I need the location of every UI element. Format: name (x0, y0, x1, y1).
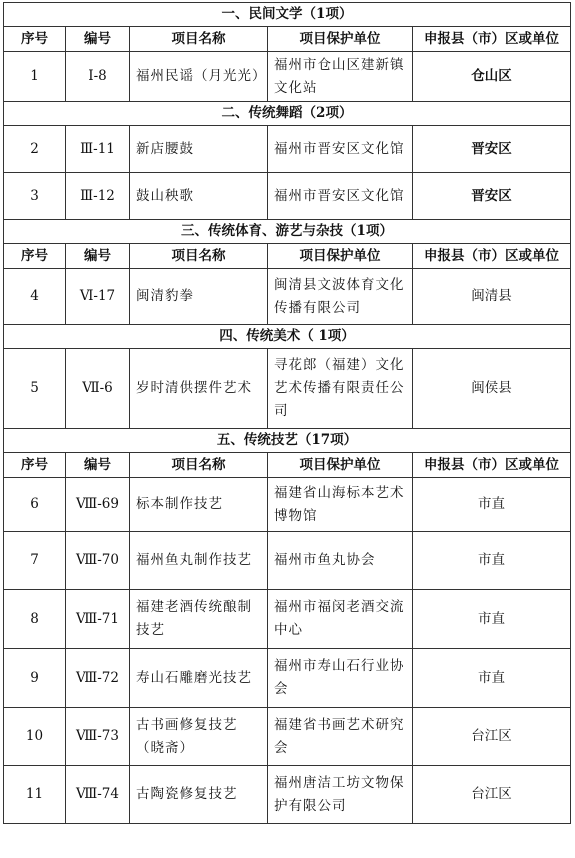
section-title-row (4, 325, 571, 349)
row-number: 10 (4, 708, 66, 766)
item-code: Ⅷ-71 (66, 590, 130, 649)
section-title-row (4, 220, 571, 244)
item-name: 标本制作技艺 (130, 478, 268, 532)
table-row (4, 590, 571, 649)
row-number: 3 (4, 173, 66, 220)
item-name: 福建老酒传统酿制技艺 (130, 590, 268, 649)
section-title: 五、传统技艺（17项） (4, 429, 571, 453)
protection-unit: 福建省书画艺术研究会 (268, 708, 413, 766)
protection-unit: 闽清县文波体育文化传播有限公司 (268, 269, 413, 325)
county-unit: 市直 (413, 649, 571, 708)
table-row (4, 52, 571, 102)
county-unit: 市直 (413, 478, 571, 532)
table-row (4, 478, 571, 532)
county-unit: 晋安区 (413, 126, 571, 173)
item-code: Ⅷ-72 (66, 649, 130, 708)
row-number: 4 (4, 269, 66, 325)
table-row (4, 708, 571, 766)
protection-unit: 福州市寿山石行业协会 (268, 649, 413, 708)
column-header: 项目保护单位 (268, 27, 413, 52)
column-header: 申报县（市）区或单位 (413, 27, 571, 52)
row-number: 6 (4, 478, 66, 532)
county-unit: 闽清县 (413, 269, 571, 325)
row-number: 11 (4, 766, 66, 824)
column-header: 编号 (66, 453, 130, 478)
item-code: Ⅲ-12 (66, 173, 130, 220)
item-code: Ⅷ-70 (66, 532, 130, 590)
table-row (4, 532, 571, 590)
table-row (4, 173, 571, 220)
table-body (4, 3, 571, 824)
row-number: 8 (4, 590, 66, 649)
county-unit: 晋安区 (413, 173, 571, 220)
column-header: 项目名称 (130, 244, 268, 269)
item-name: 闽清豹拳 (130, 269, 268, 325)
county-unit: 闽侯县 (413, 349, 571, 429)
item-code: Ⅵ-17 (66, 269, 130, 325)
column-header-row (4, 244, 571, 269)
item-name: 鼓山秧歌 (130, 173, 268, 220)
table-row (4, 349, 571, 429)
row-number: 9 (4, 649, 66, 708)
county-unit: 仓山区 (413, 52, 571, 102)
item-code: Ⅷ-74 (66, 766, 130, 824)
protection-unit: 福州市仓山区建新镇文化站 (268, 52, 413, 102)
column-header: 序号 (4, 453, 66, 478)
table-row (4, 126, 571, 173)
item-name: 古陶瓷修复技艺 (130, 766, 268, 824)
column-header-row (4, 453, 571, 478)
column-header: 序号 (4, 27, 66, 52)
column-header-row (4, 27, 571, 52)
row-number: 7 (4, 532, 66, 590)
county-unit: 台江区 (413, 766, 571, 824)
protection-unit: 福州市晋安区文化馆 (268, 126, 413, 173)
table-row (4, 269, 571, 325)
heritage-list-table (3, 2, 571, 824)
row-number: 5 (4, 349, 66, 429)
protection-unit: 福州市福闵老酒交流中心 (268, 590, 413, 649)
row-number: 2 (4, 126, 66, 173)
row-number: 1 (4, 52, 66, 102)
column-header: 编号 (66, 244, 130, 269)
item-name: 新店腰鼓 (130, 126, 268, 173)
section-title-row (4, 429, 571, 453)
section-title-row (4, 102, 571, 126)
protection-unit: 福州市晋安区文化馆 (268, 173, 413, 220)
item-name: 岁时清供摆件艺术 (130, 349, 268, 429)
protection-unit: 福建省山海标本艺术博物馆 (268, 478, 413, 532)
column-header: 项目保护单位 (268, 244, 413, 269)
item-code: Ⅷ-73 (66, 708, 130, 766)
item-code: Ⅰ-8 (66, 52, 130, 102)
section-title: 四、传统美术（ 1项） (4, 325, 571, 349)
column-header: 申报县（市）区或单位 (413, 453, 571, 478)
county-unit: 市直 (413, 590, 571, 649)
column-header: 申报县（市）区或单位 (413, 244, 571, 269)
column-header: 项目名称 (130, 27, 268, 52)
item-name: 福州民谣（月光光） (130, 52, 268, 102)
section-title-row (4, 3, 571, 27)
column-header: 序号 (4, 244, 66, 269)
table-row (4, 649, 571, 708)
item-name: 福州鱼丸制作技艺 (130, 532, 268, 590)
protection-unit: 福州市鱼丸协会 (268, 532, 413, 590)
county-unit: 市直 (413, 532, 571, 590)
item-code: Ⅶ-6 (66, 349, 130, 429)
item-name: 古书画修复技艺（晓斋） (130, 708, 268, 766)
county-unit: 台江区 (413, 708, 571, 766)
item-code: Ⅷ-69 (66, 478, 130, 532)
table-row (4, 766, 571, 824)
item-name: 寿山石雕磨光技艺 (130, 649, 268, 708)
section-title: 二、传统舞蹈（2项） (4, 102, 571, 126)
section-title: 三、传统体育、游艺与杂技（1项） (4, 220, 571, 244)
protection-unit: 福州唐洁工坊文物保护有限公司 (268, 766, 413, 824)
column-header: 编号 (66, 27, 130, 52)
column-header: 项目保护单位 (268, 453, 413, 478)
item-code: Ⅲ-11 (66, 126, 130, 173)
column-header: 项目名称 (130, 453, 268, 478)
protection-unit: 寻花郎（福建）文化艺术传播有限责任公司 (268, 349, 413, 429)
section-title: 一、民间文学（1项） (4, 3, 571, 27)
